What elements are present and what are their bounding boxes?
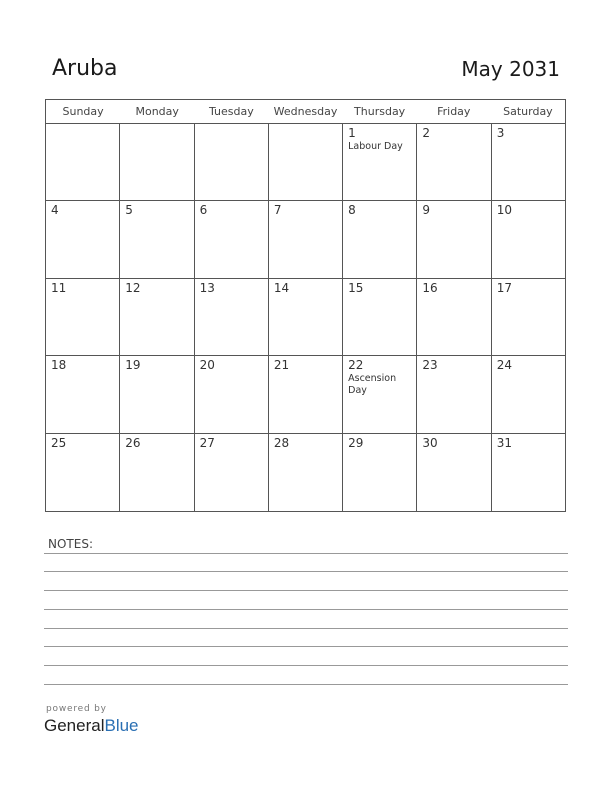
day-number: 11 xyxy=(51,280,67,295)
day-cell xyxy=(269,201,343,277)
note-line xyxy=(44,628,568,629)
country-title: Aruba xyxy=(52,56,118,81)
day-cell xyxy=(46,434,120,511)
day-number: 6 xyxy=(199,203,208,218)
brand-general-text: General xyxy=(44,716,105,735)
weekday-wednesday: Wednesday xyxy=(273,105,338,118)
day-cell xyxy=(195,279,269,355)
month-title: May 2031 xyxy=(461,57,560,81)
note-line xyxy=(44,571,568,572)
day-cell xyxy=(120,279,194,355)
day-cell xyxy=(120,356,194,432)
day-number: 16 xyxy=(422,280,438,295)
day-cell xyxy=(120,201,194,277)
day-number: 13 xyxy=(199,280,215,295)
day-number: 3 xyxy=(496,126,505,140)
calendar-grid xyxy=(45,99,566,512)
weekday-sunday: Sunday xyxy=(62,105,104,118)
day-number: 24 xyxy=(496,358,512,373)
day-number: 14 xyxy=(273,280,290,295)
day-cell xyxy=(343,356,417,432)
day-cell xyxy=(492,279,565,355)
day-number: 17 xyxy=(496,280,512,295)
week-row xyxy=(46,124,565,201)
day-cell xyxy=(492,434,565,511)
note-line xyxy=(44,590,568,591)
day-cell xyxy=(195,124,269,200)
day-number: 12 xyxy=(125,280,141,295)
day-cell xyxy=(343,201,417,277)
day-number: 22 xyxy=(348,358,364,373)
day-cell xyxy=(269,434,343,511)
day-cell xyxy=(343,434,417,511)
weekday-friday: Friday xyxy=(437,105,471,118)
powered-by-text: powered by xyxy=(46,704,107,714)
note-line xyxy=(44,684,568,685)
day-number: 18 xyxy=(51,358,67,373)
day-cell xyxy=(492,124,565,200)
day-number: 10 xyxy=(496,203,512,218)
week-row xyxy=(46,356,565,433)
notes-label: NOTES: xyxy=(48,537,93,551)
day-cell xyxy=(120,434,194,511)
day-cell xyxy=(120,124,194,200)
day-cell xyxy=(269,124,343,200)
weekday-thursday: Thursday xyxy=(354,105,406,118)
day-number: 20 xyxy=(199,358,215,373)
day-cell xyxy=(46,201,120,277)
day-number: 26 xyxy=(125,435,141,450)
day-number: 30 xyxy=(422,435,438,450)
day-cell xyxy=(195,201,269,277)
note-line xyxy=(44,609,568,610)
day-number: 9 xyxy=(422,203,431,218)
week-row xyxy=(46,434,565,511)
day-number: 4 xyxy=(51,203,59,218)
day-number: 2 xyxy=(422,126,431,140)
day-number: 27 xyxy=(199,435,215,450)
day-number: 23 xyxy=(422,358,438,373)
day-number: 8 xyxy=(348,203,356,218)
note-line xyxy=(44,646,568,647)
note-line xyxy=(44,553,568,554)
day-cell xyxy=(46,356,120,432)
day-cell xyxy=(492,356,565,432)
day-grid xyxy=(46,124,565,511)
weekday-header-row xyxy=(46,100,565,124)
day-number: 15 xyxy=(348,280,364,295)
brand-blue-text: Blue xyxy=(104,716,139,735)
day-cell xyxy=(417,279,491,355)
weekday-monday: Monday xyxy=(135,105,179,118)
day-cell xyxy=(343,279,417,355)
day-number: 31 xyxy=(496,435,512,450)
weekday-saturday: Saturday xyxy=(503,105,553,118)
generalblue-logo xyxy=(44,716,139,736)
day-cell xyxy=(417,434,491,511)
day-number: 1 xyxy=(348,126,356,140)
day-number: 21 xyxy=(273,358,290,373)
day-cell xyxy=(269,356,343,432)
note-line xyxy=(44,665,568,666)
day-cell xyxy=(417,356,491,432)
day-cell xyxy=(417,124,491,200)
day-number: 19 xyxy=(125,358,141,373)
day-number: 7 xyxy=(273,203,282,218)
day-number: 28 xyxy=(273,435,290,450)
day-cell xyxy=(417,201,491,277)
week-row xyxy=(46,201,565,278)
holiday-label: Ascension Day xyxy=(348,373,397,397)
holiday-label: Labour Day xyxy=(348,141,403,152)
day-cell xyxy=(269,279,343,355)
day-cell xyxy=(492,201,565,277)
day-cell xyxy=(343,124,417,200)
day-cell xyxy=(46,124,120,200)
day-cell xyxy=(195,434,269,511)
day-cell xyxy=(195,356,269,432)
day-number: 5 xyxy=(125,203,133,218)
day-number: 25 xyxy=(51,435,67,450)
day-cell xyxy=(46,279,120,355)
week-row xyxy=(46,279,565,356)
day-number: 29 xyxy=(348,435,364,450)
weekday-tuesday: Tuesday xyxy=(208,105,254,118)
